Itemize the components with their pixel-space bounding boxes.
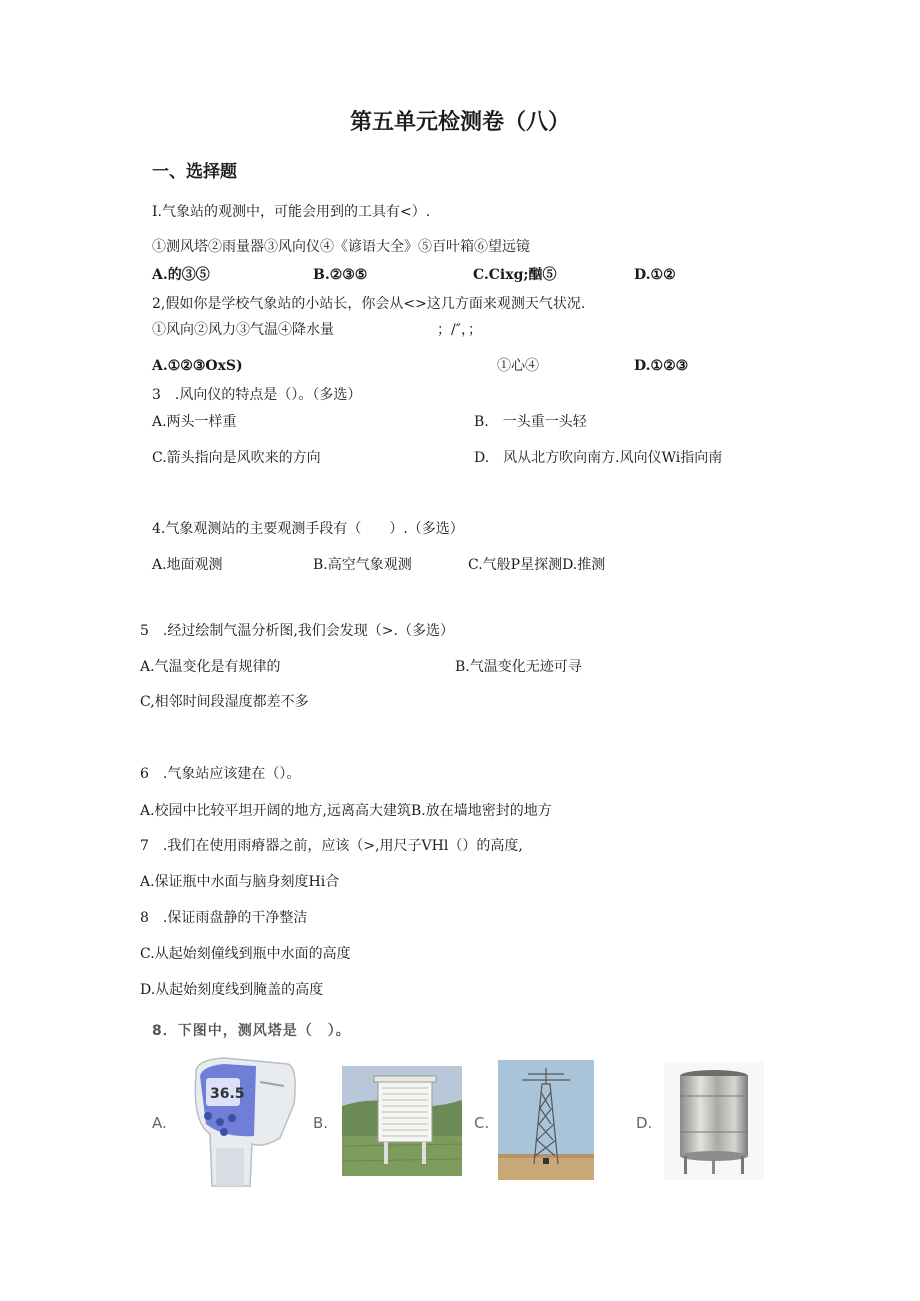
question-2-items: ①风向②风力③气温④降水量 <box>152 322 334 338</box>
image-label-c: C. <box>474 1114 490 1132</box>
question-2-stem: 2,假如你是学校气象站的小站长，你会从<>这几方面来观测天气状况. <box>152 296 586 312</box>
question-3-option-c: C.箭头指向是风吹来的方向 <box>152 450 321 466</box>
question-1-option-b: B.②③⑤ <box>313 267 368 283</box>
image-label-a: A. <box>152 1114 167 1132</box>
question-7-stem: 7 .我们在使用雨瘠器之前，应该（>,用尺子VHl（）的高度, <box>140 838 523 854</box>
rain-gauge-image <box>664 1062 764 1180</box>
question-4-stem: 4.气象观测站的主要观测手段有（ ）.（多选） <box>152 521 464 537</box>
question-5-option-a: A.气温变化是有规律的 <box>140 659 281 675</box>
louvered-box-image <box>342 1066 462 1176</box>
question-7-option-a: A.保证瓶中水面与脑身刻度Hi合 <box>140 874 340 890</box>
question-6-stem: 6 .气象站应该建在（）。 <box>140 766 301 782</box>
question-1-option-c: C.Cixg;酗⑤ <box>473 267 557 283</box>
question-2-option-d: D.①②③ <box>634 358 689 374</box>
question-3-option-a: A.两头一样重 <box>152 414 237 430</box>
question-8-stem: 8．下图中，测风塔是（ ）。 <box>152 1023 351 1039</box>
question-3-option-b: B. 一头重一头轻 <box>474 414 587 430</box>
question-5-option-b: B.气温变化无迹可寻 <box>455 659 582 675</box>
image-label-d: D. <box>636 1114 653 1132</box>
question-1-items: ①测风塔②雨量器③风向仪④《谚语大全》⑤百叶箱⑥望远镜 <box>152 239 530 255</box>
question-7-option-c: C.从起始刻僮线到瓶中水面的高度 <box>140 946 351 962</box>
question-3-option-d: D. 风从北方吹向南方.风向仪Wi指向南 <box>474 450 723 466</box>
question-2-option-c: ①心④ <box>497 358 539 374</box>
question-5-option-c: C,相邻时间段湿度都差不多 <box>140 694 309 710</box>
wind-tower-image <box>498 1060 594 1180</box>
question-1-option-a: A.的③⑤ <box>152 267 210 283</box>
page-title: 第五单元检测卷（八） <box>349 109 570 135</box>
question-3-stem: 3 .风向仪的特点是（）。（多选） <box>152 387 362 403</box>
image-label-b: B. <box>313 1114 329 1132</box>
question-7-option-b: 8 .保证雨盘静的干净整洁 <box>140 910 308 926</box>
question-1-stem: I.气象站的观测中，可能会用到的工具有<）. <box>152 204 431 220</box>
question-2-noise: ；/″，； <box>437 322 482 338</box>
question-4-option-a: A.地面观测 <box>152 557 223 573</box>
svg-text:36.5: 36.5 <box>210 1086 245 1102</box>
question-5-stem: 5 .经过绘制气温分析图,我们会发现（>.（多选） <box>140 623 454 639</box>
question-7-option-d: D.从起始刻度线到腌盖的高度 <box>140 982 324 998</box>
question-2-option-a: A.①②③OxS) <box>152 358 243 374</box>
question-1-option-d: D.①② <box>634 267 676 283</box>
thermometer-gun-image <box>184 1052 300 1190</box>
question-6-options: A.校园中比较平坦开阔的地方,远离高大建筑B.放在墙地密封的地方 <box>140 803 552 819</box>
question-4-option-b: B.高空气象观测 <box>313 557 412 573</box>
section-heading: 一、选择题 <box>152 162 237 182</box>
question-4-option-cd: C.气般P星探测D.推测 <box>468 557 606 573</box>
